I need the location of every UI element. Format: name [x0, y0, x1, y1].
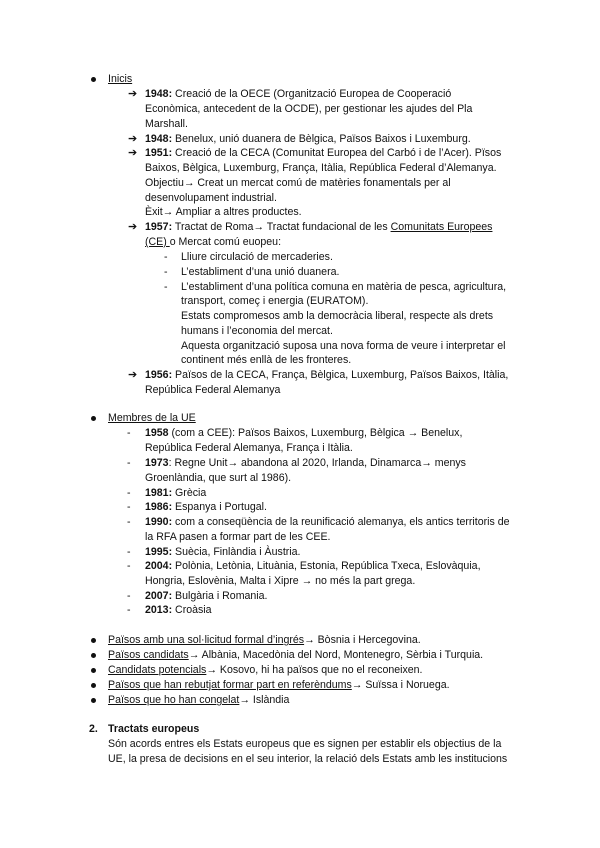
list-item-continued: Marshall. [145, 118, 188, 130]
dash-bullet-icon: - [127, 516, 131, 528]
member-item: 1995: Suècia, Finlàndia i Àustria. [145, 546, 301, 558]
status-label: Països candidats [108, 649, 189, 661]
dash-bullet-icon: - [127, 427, 131, 439]
sub-list-item-continued: transport, começ i energia (EURATOM). [181, 295, 369, 307]
arrow-bullet-icon: ➔ [128, 88, 138, 100]
sub-list-item: Lliure circulació de mercaderies. [181, 251, 333, 263]
section-heading-inicis: Inicis [108, 73, 133, 85]
sub-list-item: L’establiment d’una política comuna en matèria de pesca, agricultura, [181, 281, 507, 293]
member-item-continued: Hongria, Eslovènia, Malta i Xipre → no més la part grega. [145, 575, 416, 587]
list-item-continued: Èxit→ Ampliar a altres productes. [145, 206, 302, 218]
link-ce[interactable]: (CE) [145, 236, 170, 248]
member-item-continued: la RFA pasen a formar part de les CEE. [145, 531, 331, 543]
dash-bullet-icon: - [127, 590, 131, 602]
dash-bullet-icon: - [127, 487, 131, 499]
member-item: 1958 (com a CEE): Països Baixos, Luxemburg, Bèlgica → Benelux, [145, 427, 463, 439]
status-label: Candidats potencials [108, 664, 207, 676]
list-item: 1948: Benelux, unió duanera de Bèlgica, Països Baixos i Luxemburg. [145, 133, 471, 145]
arrow-bullet-icon: ➔ [128, 147, 138, 159]
status-label: Països que han rebutjat formar part en referèndums [108, 679, 352, 691]
status-item: Països amb una sol·licitud formal d’ingrés→ Bòsnia i Hercegovina. [108, 634, 421, 646]
sub-list-item-continued: Estats compromesos amb la democràcia liberal, respecte als drets [181, 310, 494, 322]
list-item-continued: desenvolupament industrial. [145, 192, 277, 204]
sub-list-item-continued: humans i l’economia del mercat. [181, 325, 333, 337]
section-number: 2. [89, 723, 98, 735]
dash-bullet-icon: - [164, 251, 168, 263]
bullet-icon [91, 77, 96, 82]
list-item-continued: República Federal Alemanya [145, 384, 281, 396]
status-item: Països que ho han congelat→ Islàndia [108, 694, 290, 706]
list-item-continued: (CE) o Mercat comú euopeu: [145, 236, 282, 248]
bullet-icon [91, 698, 96, 703]
status-item: Candidats potencials→ Kosovo, hi ha països que no el reconeixen. [108, 664, 423, 676]
list-item: 1956: Països de la CECA, França, Bèlgica, Luxemburg, Països Baixos, Itàlia, [145, 369, 509, 381]
member-item: 1973: Regne Unit→ abandona al 2020, Irlanda, Dinamarca→ menys [145, 457, 466, 469]
dash-bullet-icon: - [164, 266, 168, 278]
bullet-icon [91, 683, 96, 688]
status-item: Països que han rebutjat formar part en referèndums→ Suïssa i Noruega. [108, 679, 450, 691]
section-heading-tractats: Tractats europeus [108, 723, 200, 735]
member-item: 1981: Grècia [145, 487, 207, 499]
arrow-bullet-icon: ➔ [128, 369, 138, 381]
dash-bullet-icon: - [127, 546, 131, 558]
sub-list-item: L’establiment d’una unió duanera. [181, 266, 340, 278]
bullet-icon [91, 668, 96, 673]
list-item-continued: Objectiu→ Creat un mercat comú de matèries fonamentals per al [145, 177, 451, 189]
member-item: 2013: Croàsia [145, 604, 212, 616]
dash-bullet-icon: - [164, 281, 168, 293]
member-item: 1990: com a conseqüència de la reunificació alemanya, els antics territoris de [145, 516, 510, 528]
dash-bullet-icon: - [127, 560, 131, 572]
paragraph-line: UE, la presa de decisions en el seu interior, la relació dels Estats amb les institucions [108, 753, 508, 765]
dash-bullet-icon: - [127, 501, 131, 513]
bullet-icon [91, 416, 96, 421]
member-item: 1986: Espanya i Portugal. [145, 501, 267, 513]
member-item: 2007: Bulgària i Romania. [145, 590, 268, 602]
section-heading-membres: Membres de la UE [108, 412, 196, 424]
status-item: Països candidats→ Albània, Macedònia del Nord, Montenegro, Sèrbia i Turquia. [108, 649, 484, 661]
arrow-bullet-icon: ➔ [128, 133, 138, 145]
list-item-continued: Baixos, Bèlgica, Luxemburg, França, Itàlia, República Federal d’Alemanya. [145, 162, 497, 174]
status-label: Països amb una sol·licitud formal d’ingrés [108, 634, 305, 646]
list-item: 1948: Creació de la OECE (Organització Europea de Cooperació [145, 88, 452, 100]
dash-bullet-icon: - [127, 604, 131, 616]
member-item-continued: República Federal Alemanya, França i Itàlia. [145, 442, 353, 454]
link-comunitats-europees[interactable]: Comunitats Europees [390, 221, 493, 233]
status-label: Països que ho han congelat [108, 694, 240, 706]
paragraph-line: Són acords entres els Estats europeus que es signen per establir els objectius de la [108, 738, 502, 750]
list-item: 1957: Tractat de Roma→ Tractat fundacional de les Comunitats Europees [145, 221, 493, 233]
list-item: 1951: Creació de la CECA (Comunitat Europea del Carbó i de l’Acer). Pïsos [145, 147, 502, 159]
sub-list-item-continued: Aquesta organització suposa una nova forma de veure i interpretar el [181, 340, 506, 352]
dash-bullet-icon: - [127, 457, 131, 469]
member-item: 2004: Polònia, Letònia, Lituània, Estonia, República Txeca, Eslovàquia, [145, 560, 481, 572]
member-item-continued: Groenlàndia, que surt al 1986). [145, 472, 292, 484]
bullet-icon [91, 653, 96, 658]
bullet-icon [91, 638, 96, 643]
arrow-bullet-icon: ➔ [128, 221, 138, 233]
list-item-continued: Econòmica, antecedent de la OCDE), per gestionar les ajudes del Pla [145, 103, 473, 115]
sub-list-item-continued: continent més enllà de les fronteres. [181, 354, 352, 366]
